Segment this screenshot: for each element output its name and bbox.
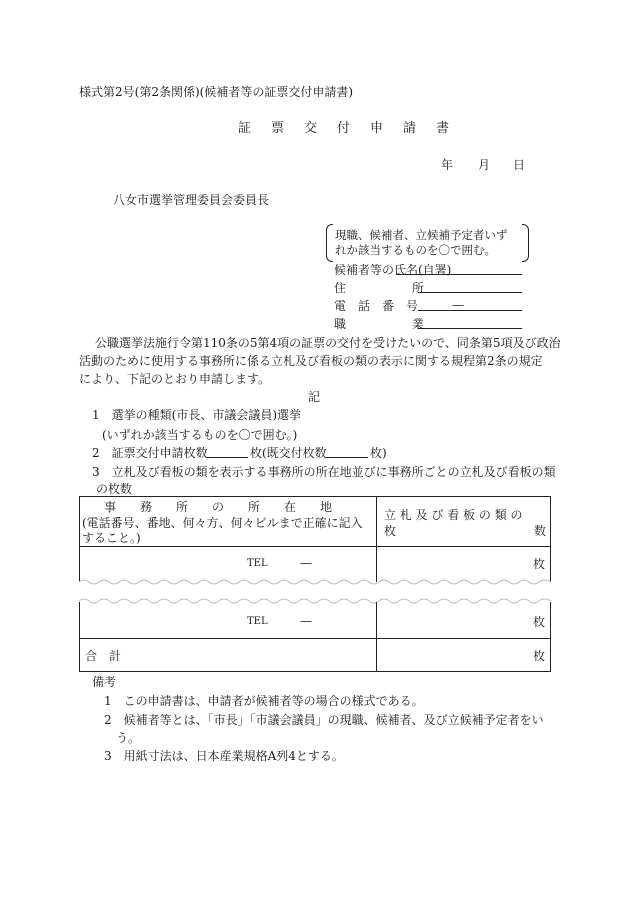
phone-line[interactable]	[418, 298, 522, 311]
date-month: 月	[478, 158, 491, 172]
name-label-underline	[396, 262, 452, 275]
remark-2b: う。	[116, 731, 141, 745]
ki-heading: 記	[308, 390, 321, 404]
address-label: 住 所	[334, 281, 439, 295]
job-label: 職 業	[334, 317, 439, 331]
body-line-2: 活動のために使用する事務所に係る立札及び看板の類の表示に関する規程第2条の規定	[79, 354, 543, 368]
form-number: 様式第2号(第2条関係)(候補者等の証票交付申請書)	[79, 85, 353, 99]
item-3-line1: 3 立札及び看板の類を表示する事務所の所在地並びに事務所ごとの立札及び看板の類	[92, 465, 556, 479]
total-mai: 枚	[533, 649, 546, 663]
total-label: 合 計	[85, 649, 122, 663]
address-line[interactable]	[418, 280, 522, 293]
applicant-name-line[interactable]	[452, 262, 522, 275]
remark-3: 3 用紙寸法は、日本産業規格A列4とする。	[104, 749, 344, 763]
table-header-instruction-2: すること。)	[82, 531, 141, 545]
body-line-1: 公職選挙法施行令第110条の5第4項の証票の交付を受けたいので、同条第5項及び政治	[95, 336, 561, 350]
table-header-count-2a: 枚	[384, 524, 397, 538]
table-break-wave-top	[79, 578, 551, 586]
remark-1: 1 この申請書は、申請者が候補者等の場合の様式である。	[104, 694, 424, 708]
item-3-line2: の枚数	[96, 482, 133, 496]
status-note-line2: れか該当するものを〇で囲む。	[335, 243, 496, 257]
applicant-name-label: 候補者等の氏名(自署)	[334, 263, 452, 277]
table-header-count-1: 立 札 及 び 看 板 の 類 の	[384, 508, 523, 522]
row2-mai: 枚	[533, 615, 546, 629]
office-table-bottom	[79, 602, 551, 672]
date-year: 年	[441, 158, 454, 172]
item-2-label: 2 証票交付申請枚数	[92, 446, 208, 460]
item-2-end: 枚)	[370, 446, 387, 460]
remark-2a: 2 候補者等とは、「市長」「市議会議員」の現職、候補者、及び立候補予定者をい	[104, 713, 544, 727]
row1-tel: TEL	[247, 558, 268, 569]
date-day: 日	[513, 158, 526, 172]
table-header-count-2b: 数	[534, 524, 547, 538]
phone-label: 電 話 番 号	[334, 299, 419, 313]
item-1: 1 選挙の種類(市長、市議会議員)選挙	[92, 408, 301, 422]
item-2-issued-label: 枚(既交付枚数	[250, 446, 327, 460]
row2-tel: TEL	[247, 616, 268, 627]
item-2-issued-line[interactable]	[326, 445, 368, 458]
table-header-location: 事 務 所 の 所 在 地	[104, 500, 333, 514]
body-line-3: により、下記のとおり申請します。	[79, 372, 271, 386]
table-header-instruction: (電話番号、番地、何々方、何々ビルまで正確に記入	[82, 516, 363, 530]
item-1-sub: (いずれか該当するものを〇で囲む。)	[102, 428, 298, 442]
phone-dash: —	[452, 298, 464, 312]
remarks-title: 備考	[92, 675, 117, 689]
row2-dash: —	[300, 614, 312, 628]
document-title: 証票交付申請書	[238, 121, 470, 136]
row1-mai: 枚	[533, 557, 546, 571]
addressee: 八女市選挙管理委員会委員長	[113, 193, 270, 207]
status-note-line1: 現職、候補者、立候補予定者いず	[335, 228, 508, 242]
item-2-count-line[interactable]	[206, 445, 248, 458]
job-line[interactable]	[418, 316, 522, 329]
row1-dash: —	[300, 556, 312, 570]
